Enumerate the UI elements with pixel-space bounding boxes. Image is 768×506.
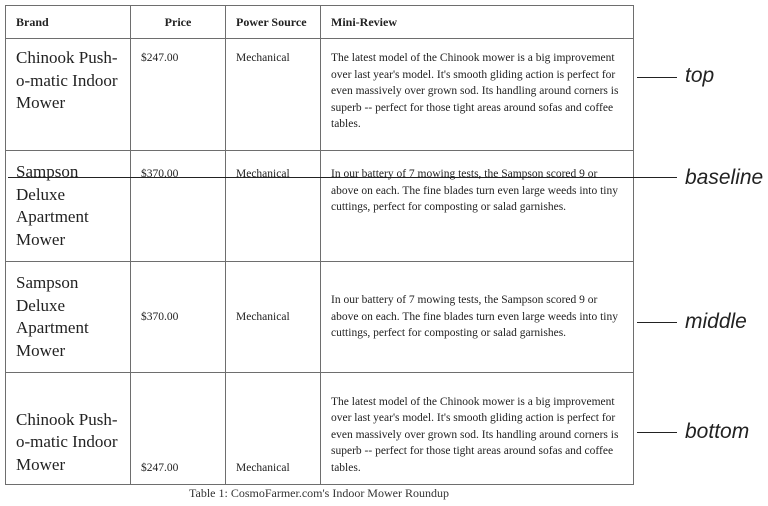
header-power-source: Power Source xyxy=(226,6,321,39)
header-mini-review: Mini-Review xyxy=(321,6,634,39)
baseline-guide-line xyxy=(8,177,677,178)
header-price: Price xyxy=(131,6,226,39)
bottom-label: bottom xyxy=(685,420,750,443)
review-cell: In our battery of 7 mowing tests, the Sampson scored 9 or above on each. The fine blades turn even large weeds into tiny cuttings, perfect for composting or salad garnishes. xyxy=(321,151,634,262)
price-cell: $370.00 xyxy=(131,262,226,373)
mower-table xyxy=(5,5,634,485)
brand-cell: Chinook Push-o-matic Indoor Mower xyxy=(6,39,131,151)
review-cell: In our battery of 7 mowing tests, the Sampson scored 9 or above on each. The fine blades turn even large weeds into tiny cuttings, perfect for composting or salad garnishes. xyxy=(321,262,634,373)
middle-marker-line xyxy=(637,322,677,323)
bottom-marker-line xyxy=(637,432,677,433)
brand-cell: Sampson Deluxe Apartment Mower xyxy=(6,151,131,262)
price-cell: $247.00 xyxy=(131,373,226,485)
table-row-top xyxy=(6,39,634,151)
price-cell: $370.00 xyxy=(131,151,226,262)
brand-cell: Chinook Push-o-matic Indoor Mower xyxy=(6,373,131,485)
middle-label: middle xyxy=(685,310,747,333)
review-cell: The latest model of the Chinook mower is a big improvement over last year's model. It's smooth gliding action is perfect for even massively over grown sod. Its handling around corners is superb -- perfect for those tight areas around sofas and coffee tables. xyxy=(321,373,634,485)
power-source-cell: Mechanical xyxy=(226,151,321,262)
header-brand: Brand xyxy=(6,6,131,39)
price-cell: $247.00 xyxy=(131,39,226,151)
header-row xyxy=(6,6,634,39)
table-row-baseline xyxy=(6,151,634,262)
top-marker-line xyxy=(637,77,677,78)
review-cell: The latest model of the Chinook mower is a big improvement over last year's model. It's smooth gliding action is perfect for even massively over grown sod. Its handling around corners is superb -- perfect for those tight areas around sofas and coffee tables. xyxy=(321,39,634,151)
baseline-label: baseline xyxy=(685,166,764,189)
table-row-bottom xyxy=(6,373,634,485)
table-row-middle xyxy=(6,262,634,373)
table-caption: Table 1: CosmoFarmer.com's Indoor Mower Roundup xyxy=(189,486,449,500)
power-source-cell: Mechanical xyxy=(226,39,321,151)
brand-cell: Sampson Deluxe Apartment Mower xyxy=(6,262,131,373)
power-source-cell: Mechanical xyxy=(226,262,321,373)
power-source-cell: Mechanical xyxy=(226,373,321,485)
top-label: top xyxy=(685,64,715,87)
